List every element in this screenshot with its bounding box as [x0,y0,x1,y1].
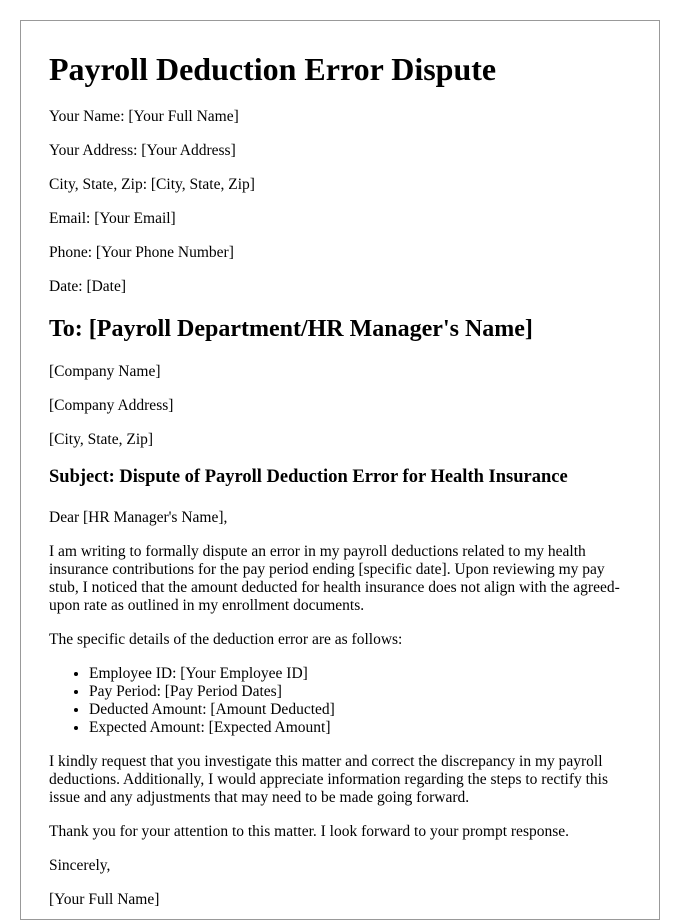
body-paragraph-2: I kindly request that you investigate this matter and correct the discrepancy in my payroll deductions. Additionally, I would appreciate information regarding the steps to rectify this issue and any adjustments that may need to be made going forward. [49,752,609,806]
list-item: • Expected Amount: [Expected Amount] [89,719,631,737]
recipient-city-state-zip: [City, State, Zip] [49,431,154,449]
recipient-heading: To: [Payroll Department/HR Manager's Name] [49,315,533,342]
salutation: Dear [HR Manager's Name], [49,508,228,526]
sender-phone: Phone: [Your Phone Number] [49,243,234,261]
closing: Sincerely, [49,856,111,874]
list-item: • Employee ID: [Your Employee ID] [89,665,631,683]
page-title: Payroll Deduction Error Dispute [49,51,497,87]
sender-address: Your Address: [Your Address] [49,141,236,159]
body-paragraph-1: I am writing to formally dispute an error in my payroll deductions related to my health insurance contributions for the pay period ending [specific date]. Upon reviewing my pay stub, I noticed that the amount deducted for health insurance does not align with the agreed-upon rate as outlined in my enrollment documents. [49,542,620,614]
sender-city-state-zip: City, State, Zip: [City, State, Zip] [49,175,255,193]
recipient-company-name: [Company Name] [49,363,161,381]
sender-email: Email: [Your Email] [49,209,176,227]
details-intro: The specific details of the deduction error are as follows: [49,630,403,648]
list-item: • Pay Period: [Pay Period Dates] [89,683,631,701]
signature: [Your Full Name] [49,890,160,908]
letter-date: Date: [Date] [49,277,127,295]
list-item: • Deducted Amount: [Amount Deducted] [89,701,631,719]
body-paragraph-3: Thank you for your attention to this matter. I look forward to your prompt response. [49,822,570,840]
details-list [49,665,631,737]
recipient-company-address: [Company Address] [49,397,174,415]
subject-line: Subject: Dispute of Payroll Deduction Error for Health Insurance [49,467,568,488]
letter-page [20,20,660,920]
sender-name: Your Name: [Your Full Name] [49,107,239,125]
